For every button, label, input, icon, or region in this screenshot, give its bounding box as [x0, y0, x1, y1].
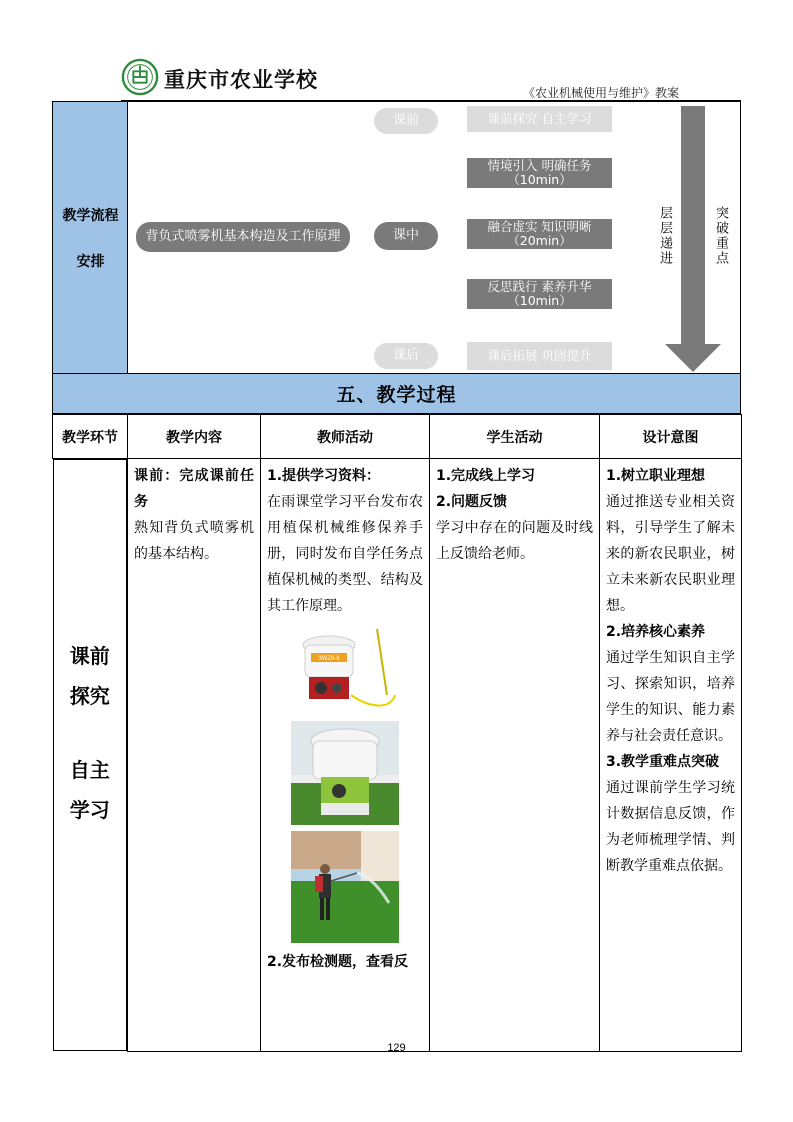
stage-1-line1: 课前探究 自主学习	[487, 111, 592, 126]
table-row	[53, 459, 742, 1052]
school-name: 重庆市农业学校	[164, 67, 318, 92]
sprayer-label: 3WZ8-6	[318, 656, 340, 662]
student-cell	[430, 459, 600, 1052]
header-teacher: 教师活动	[261, 415, 430, 459]
design-item2-text: 通过学生知识自主学习、探索知识，培养学生的知识、能力素养与社会责任意识。	[606, 650, 735, 744]
stage-box-5	[467, 342, 612, 370]
stage-box-1	[467, 106, 612, 132]
side-label-breakthrough: 突破重点	[713, 206, 728, 266]
teacher-item1-title: 1.提供学习资料：	[267, 468, 381, 484]
flow-diagram	[127, 101, 741, 373]
student-item2-title: 2.问题反馈	[436, 494, 508, 510]
header-content: 教学内容	[128, 415, 261, 459]
content-cell	[128, 459, 261, 1052]
teacher-item1-text: 在雨课堂学习平台发布农用植保机械维修保养手册，同时发布自学任务点植保机械的类型、结构及其工作原理。	[267, 494, 423, 614]
stage-box-2	[467, 158, 612, 188]
phase-pill-before: 课前	[374, 108, 438, 134]
stage-2-line1: 情境引入 明确任务	[487, 158, 592, 173]
teacher-item2-title: 2.发布检测题，查看反	[267, 954, 409, 970]
teaching-process-table	[52, 414, 742, 1052]
stage-3-line1: 融合虚实 知识明晰	[487, 219, 592, 234]
page-number: 129	[387, 1042, 406, 1054]
topic-pill: 背负式喷雾机基本构造及工作原理	[136, 222, 350, 252]
down-arrow-icon	[665, 106, 721, 372]
stage-2-line2: （10min）	[507, 172, 572, 187]
stage-cell	[53, 459, 128, 1051]
stage-4-line1: 反思践行 素养升华	[487, 279, 592, 294]
stage-line: 课前	[69, 644, 110, 668]
stage-5-line1: 课后拓展 巩固提升	[487, 348, 592, 363]
content-title: 课前：完成课前任务	[134, 468, 254, 510]
header-student: 学生活动	[430, 415, 600, 459]
design-cell	[600, 459, 742, 1052]
header-design: 设计意图	[600, 415, 742, 459]
student-item2-text: 学习中存在的问题及时线上反馈给老师。	[436, 520, 593, 562]
design-item3-text: 通过课前学生学习统计数据信息反馈，作为老师梳理学情、判断教学重难点依据。	[606, 780, 735, 874]
content-text: 熟知背负式喷雾机的基本结构。	[134, 520, 254, 562]
design-item3-title: 3.教学重难点突破	[606, 754, 720, 770]
sprayer-field-photo	[291, 721, 399, 825]
phase-pill-during: 课中	[374, 222, 438, 250]
student-item1-title: 1.完成线上学习	[436, 468, 536, 484]
phase-pill-after: 课后	[374, 343, 438, 369]
stage-3-line2: （20min）	[507, 233, 572, 248]
table-header-row	[53, 415, 742, 459]
design-item2-title: 2.培养核心素养	[606, 624, 706, 640]
teacher-cell	[261, 459, 430, 1052]
flow-label-line2: 安排	[76, 253, 105, 270]
stage-line: 自主	[69, 758, 110, 782]
flow-label-cell	[52, 101, 128, 373]
header-stage: 教学环节	[53, 415, 128, 459]
course-title: 《农业机械使用与维护》教案	[523, 86, 680, 100]
section-title: 五、教学过程	[52, 373, 741, 414]
stage-box-3	[467, 219, 612, 249]
flow-label-line1: 教学流程	[62, 207, 119, 224]
spraying-demo-photo	[291, 831, 399, 943]
design-item1-title: 1.树立职业理想	[606, 468, 706, 484]
stage-line: 探究	[69, 684, 110, 708]
stage-box-4	[467, 279, 612, 309]
stage-4-line2: （10min）	[507, 293, 572, 308]
sprayer-product-photo	[291, 625, 399, 715]
stage-line: 学习	[69, 798, 110, 822]
design-item1-text: 通过推送专业相关资料，引导学生了解未来的新农民职业，树立未来新农民职业理想。	[606, 494, 735, 614]
school-logo	[121, 58, 159, 96]
side-label-progressive: 层层递进	[657, 206, 672, 266]
